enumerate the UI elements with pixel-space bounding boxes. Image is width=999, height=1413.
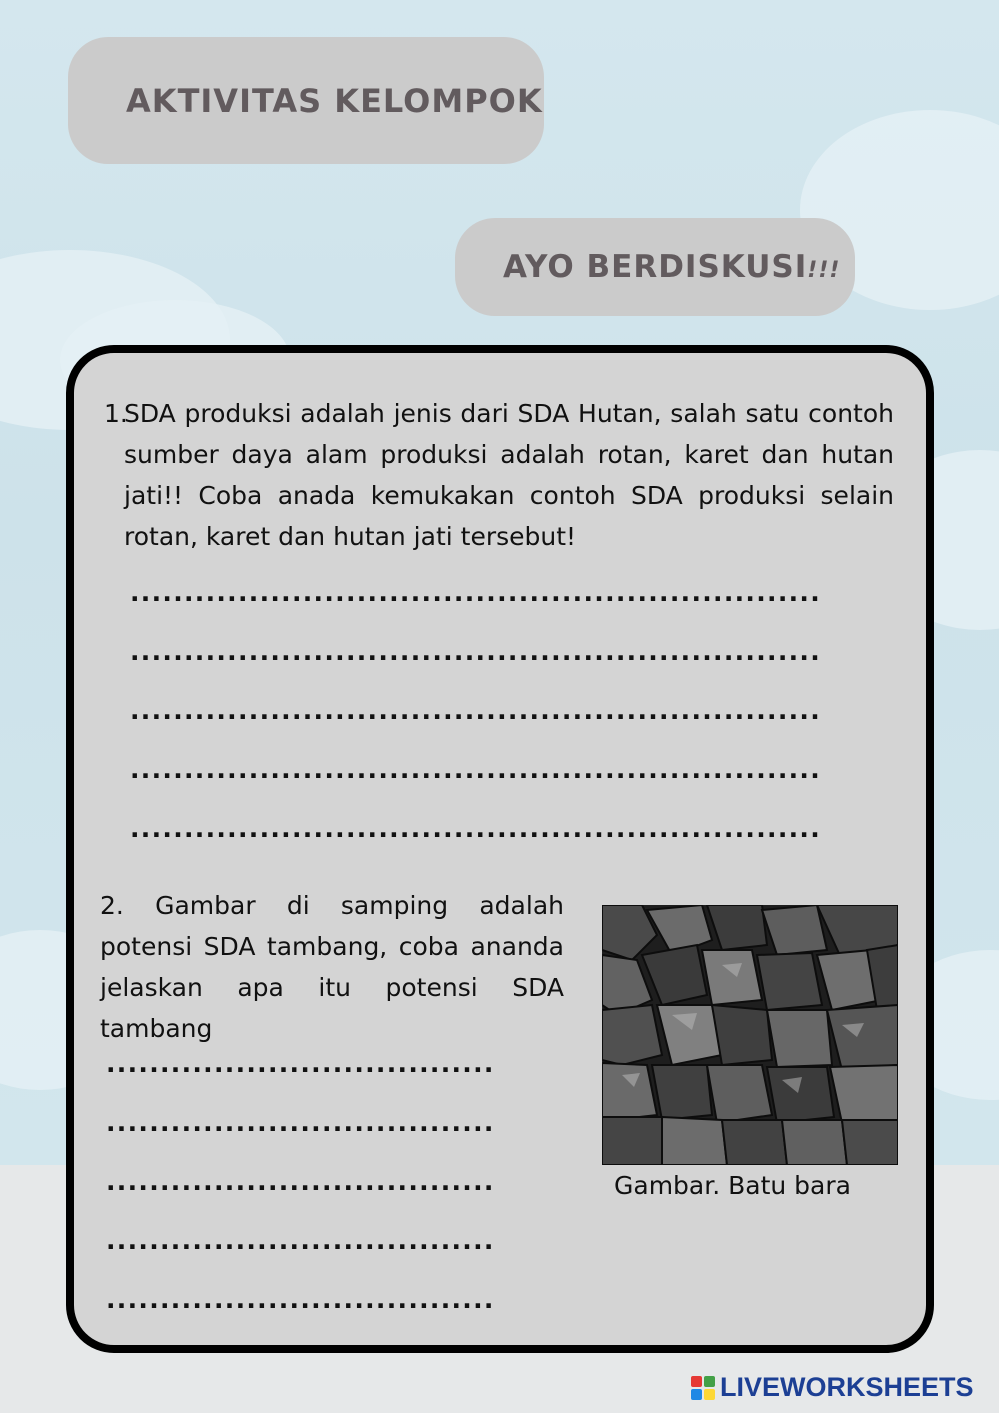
question-1-number: 1. (104, 399, 128, 428)
question-1-text: SDA produksi adalah jenis dari SDA Hutan, salah satu contoh sumber daya alam produksi adalah rotan, karet dan hutan jati!! Coba anada kemukakan contoh SDA produksi selain rotan, karet dan hutan jati tersebut! (124, 399, 894, 551)
answer-line-q1[interactable]: ................................................................ (130, 814, 822, 843)
answer-line-q1[interactable]: ................................................................ (130, 755, 822, 784)
answer-line-q2[interactable]: .................................... (106, 1226, 495, 1255)
question-2-text: 2. Gambar di samping adalah potensi SDA tambang, coba ananda jelaskan apa itu potensi SDA tambang (100, 891, 564, 1043)
answer-line-q2[interactable]: .................................... (106, 1049, 495, 1078)
subtitle-exclamation: !!! (807, 258, 841, 283)
title-pill (68, 37, 544, 164)
answer-line-q2[interactable]: .................................... (106, 1108, 495, 1137)
answer-line-q1[interactable]: ................................................................ (130, 637, 822, 666)
worksheet-panel (66, 345, 934, 1353)
subtitle-text: AYO BERDISKUSI (503, 249, 808, 285)
liveworksheets-logo-icon (690, 1375, 716, 1401)
photo-caption: Gambar. Batu bara (614, 1171, 851, 1200)
page-title: AKTIVITAS KELOMPOK (126, 81, 543, 120)
answer-line-q2[interactable]: .................................... (106, 1285, 495, 1314)
answer-line-q1[interactable]: ................................................................ (130, 696, 822, 725)
liveworksheets-wordmark: LIVEWORKSHEETS (720, 1372, 974, 1402)
coal-photo (602, 905, 898, 1165)
answer-line-q2[interactable]: .................................... (106, 1167, 495, 1196)
question-1 (104, 393, 894, 557)
answer-line-q1[interactable]: ................................................................ (130, 578, 822, 607)
subtitle-pill (455, 218, 855, 316)
page-subtitle (503, 249, 840, 285)
liveworksheets-brand[interactable] (690, 1372, 974, 1403)
